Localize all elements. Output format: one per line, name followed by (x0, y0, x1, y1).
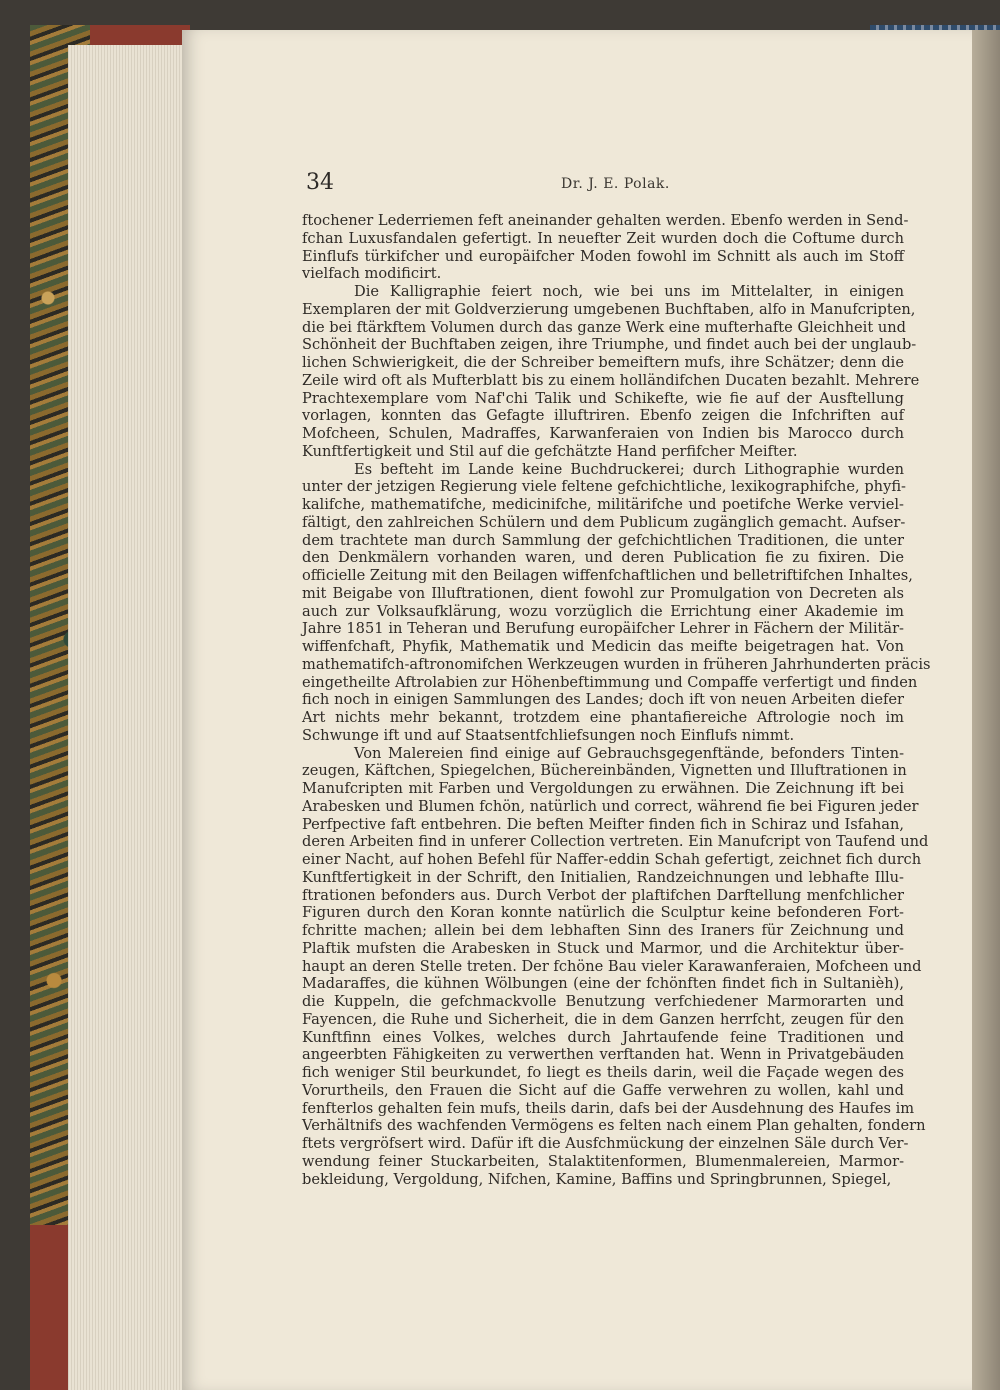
text-line: Fayencen, die Ruhe und Sicherheit, die in dem Ganzen herrfcht, zeugen für den (302, 1010, 904, 1028)
text-line: kalifche, mathematifche, medicinifche, militärifche und poetifche Werke verviel- (302, 496, 904, 513)
text-line: Manufcripten mit Farben und Vergoldungen zu erwähnen. Die Zeichnung ift bei (302, 780, 904, 797)
text-line: vielfach modificirt. (302, 265, 442, 283)
paragraph (302, 212, 909, 283)
text-line: haupt an deren Stelle treten. Der fchöne Bau vieler Karawanferaien, Mofcheen und (302, 957, 922, 975)
text-line: Zeile wird oft als Mufterblatt bis zu einem holländifchen Ducaten bezahlt. Mehrere (302, 371, 920, 389)
text-line: mit Beigabe von Illuftrationen, dient fowohl zur Promulgation von Decreten als (302, 584, 904, 602)
paragraph (302, 744, 929, 1189)
text-line: Plaftik mufsten die Arabesken in Stuck und Marmor, und die Architektur über- (302, 939, 904, 957)
text-line: Schönheit der Buchftaben zeigen, ihre Triumphe, und findet auch bei der unglaub- (302, 336, 917, 354)
page-number: 34 (306, 170, 334, 195)
text-line: ftochener Lederriemen feft aneinander gehalten werden. Ebenfo werden in Send- (302, 212, 909, 229)
text-line: Art nichts mehr bekannt, trotzdem eine phantafiereiche Aftrologie noch im (302, 709, 904, 726)
text-line: Die Kalligraphie feiert noch, wie bei uns im Mittelalter, in einigen (354, 283, 904, 300)
page-edges (68, 45, 188, 1390)
text-line: deren Arbeiten find in unferer Collection vertreten. Ein Manufcript von Taufend und (302, 833, 929, 851)
page-header (306, 170, 904, 200)
text-line: mathematifch-aftronomifchen Werkzeugen wurden in früheren Jahrhunderten präcis (302, 655, 931, 673)
text-line: Prachtexemplare vom Naf'chi Talik und Schikefte, wie fie auf der Ausftellung (302, 389, 904, 407)
text-line: Madaraffes, die kühnen Wölbungen (eine der fchönften findet fich in Sultanièh), (302, 975, 904, 993)
text-line: ftets vergröfsert wird. Dafür ift die Ausfchmückung der einzelnen Säle durch Ver- (302, 1135, 909, 1152)
body-text (302, 212, 931, 1188)
text-line: fich noch in einigen Sammlungen des Landes; doch ift von neuen Arbeiten diefer (302, 691, 904, 709)
text-line: angeerbten Fähigkeiten zu verwerthen verftanden hat. Wenn in Privatgebäuden (302, 1046, 904, 1064)
text-line: Es befteht im Lande keine Buchdruckerei; durch Lithographie wurden (354, 460, 904, 478)
text-line: Einflufs türkifcher und europäifcher Moden fowohl im Schnitt als auch im Stoff (302, 247, 904, 265)
text-line: dem trachtete man durch Sammlung der gefchichtlichen Traditionen, die unter (302, 531, 904, 549)
text-line: ftrationen befonders aus. Durch Verbot der plaftifchen Darftellung menfchlicher (302, 886, 904, 904)
text-line: Mofcheen, Schulen, Madraffes, Karwanferaien von Indien bis Marocco durch (302, 425, 904, 442)
text-line: wendung feiner Stuckarbeiten, Stalaktitenformen, Blumenmalereien, Marmor- (302, 1152, 904, 1170)
text-line: lichen Schwierigkeit, die der Schreiber bemeiftern mufs, ihre Schätzer; denn die (302, 354, 904, 371)
text-line: Kunftfertigkeit in der Schrift, den Initialien, Randzeichnungen und lebhafte Illu- (302, 868, 904, 886)
text-line: Figuren durch den Koran konnte natürlich die Sculptur keine befonderen Fort- (302, 904, 904, 922)
text-line: einer Nacht, auf hohen Befehl für Naffer-eddin Schah gefertigt, zeichnet fich durch (302, 851, 922, 868)
text-line: fich weniger Stil beurkundet, fo liegt es theils darin, weil die Façade wegen des (302, 1064, 904, 1081)
paragraph (302, 460, 931, 745)
text-line: den Denkmälern vorhanden waren, und deren Publication fie zu fixiren. Die (302, 549, 904, 567)
text-line: eingetheilte Aftrolabien zur Höhenbeftimmung und Compaffe verfertigt und finden (302, 673, 918, 691)
text-line: bekleidung, Vergoldung, Nifchen, Kamine, Baffins und Springbrunnen, Spiegel, (302, 1170, 892, 1188)
text-line: Verhältnifs des wachfenden Vermögens es felten nach einem Plan gehalten, fondern (302, 1117, 926, 1135)
text-line: zeugen, Käftchen, Spiegelchen, Büchereinbänden, Vignetten und Illuftrationen in (302, 762, 907, 780)
text-line: auch zur Volksaufklärung, wozu vorzüglich die Errichtung einer Akademie im (302, 602, 904, 620)
text-line: die Kuppeln, die gefchmackvolle Benutzung verfchiedener Marmorarten und (302, 993, 904, 1010)
paragraph (302, 283, 920, 461)
text-line: unter der jetzigen Regierung viele feltene gefchichtliche, lexikographifche, phyfi- (302, 478, 906, 496)
text-line: vorlagen, konnten das Gefagte illuftriren. Ebenfo zeigen die Infchriften auf (302, 407, 904, 425)
text-line: fenfterlos gehalten fein mufs, theils darin, dafs bei der Ausdehnung des Haufes im (302, 1099, 915, 1117)
text-line: fchan Luxusfandalen gefertigt. In neuefter Zeit wurden doch die Coftume durch (302, 229, 904, 247)
text-line: Vorurtheils, den Frauen die Sicht auf die Gaffe verwehren zu wollen, kahl und (302, 1081, 904, 1099)
text-line: wiffenfchaft, Phyfik, Mathematik und Medicin das meifte beigetragen hat. Von (302, 638, 904, 655)
text-line: Schwunge ift und auf Staatsentfchliefsungen noch Einflufs nimmt. (302, 726, 795, 744)
running-head: Dr. J. E. Polak. (561, 176, 670, 192)
text-line: Arabesken und Blumen fchön, natürlich und correct, während fie bei Figuren jeder (302, 797, 919, 815)
text-line: fchritte machen; allein bei dem lebhaften Sinn des Iraners für Zeichnung und (302, 922, 904, 939)
text-line: Kunftfinn eines Volkes, welches durch Jahrtaufende feine Traditionen und (302, 1028, 904, 1046)
text-line: fältigt, den zahlreichen Schülern und dem Publicum zugänglich gemacht. Aufser- (302, 513, 906, 531)
text-line: officielle Zeitung mit den Beilagen wiffenfchaftlichen und belletriftifchen Inhaltes, (302, 567, 913, 584)
text-line: die bei ftärkftem Volumen durch das ganze Werk eine mufterhafte Gleichheit und (302, 318, 906, 336)
text-line: Von Malereien find einige auf Gebrauchsgegenftände, befonders Tinten- (354, 744, 904, 762)
text-line: Kunftfertigkeit und Stil auf die gefchätzte Hand perfifcher Meifter. (302, 442, 798, 460)
text-line: Perfpective faft entbehren. Die beften Meifter finden fich in Schiraz und Isfahan, (302, 815, 904, 833)
text-line: Jahre 1851 in Teheran und Berufung europäifcher Lehrer in Fächern der Militär- (302, 620, 904, 638)
text-line: Exemplaren der mit Goldverzierung umgebenen Buchftaben, alfo in Manufcripten, (302, 300, 916, 318)
